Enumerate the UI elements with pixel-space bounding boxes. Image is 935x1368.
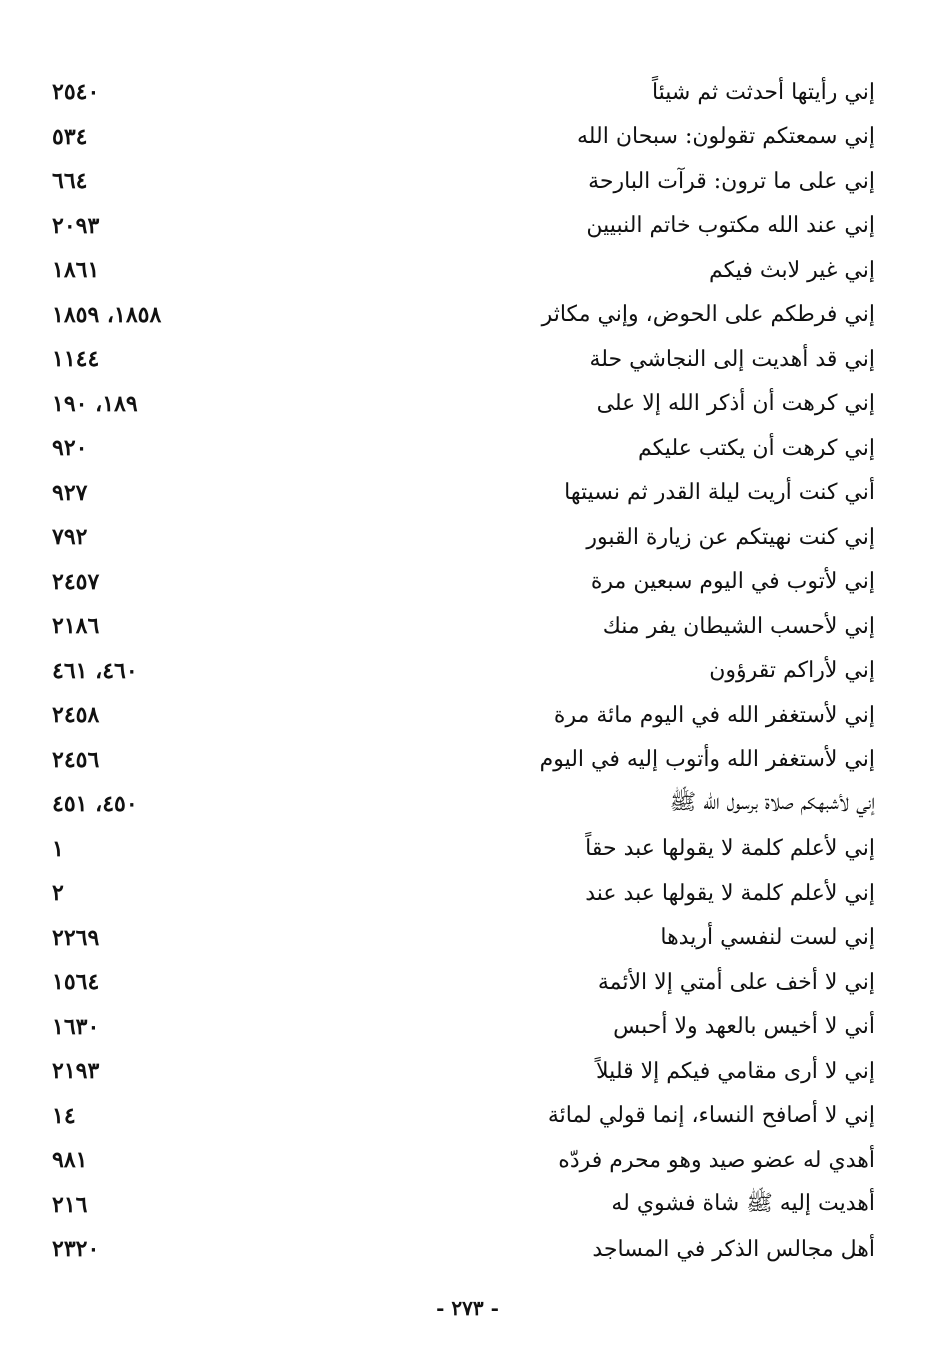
entry-reference-number: ٢٤٥٧: [52, 568, 100, 595]
entry-reference-number: ١٤: [52, 1102, 76, 1129]
entry-reference-number: ١١٤٤: [52, 346, 100, 373]
index-entry: [40, 1138, 875, 1183]
index-entry: [40, 426, 875, 471]
index-entry: [40, 70, 875, 115]
entry-hadith-text: إني لأحسب الشيطان يفر منك: [602, 613, 875, 639]
entry-hadith-text: إني غير لابث فيكم: [708, 257, 875, 283]
entry-hadith-text: أهل مجالس الذكر في المساجد: [592, 1236, 875, 1262]
index-entry: [40, 1094, 875, 1139]
index-entry: [40, 293, 875, 338]
entry-reference-number: ٩٨١: [52, 1147, 88, 1174]
entry-reference-number: ١٥٦٤: [52, 969, 100, 996]
index-entry: [40, 159, 875, 204]
index-entry: [40, 693, 875, 738]
index-entry: [40, 738, 875, 783]
entry-hadith-text: إني لأراكم تقرؤون: [709, 658, 875, 684]
entry-reference-number: ٩٢٠: [52, 435, 88, 462]
entry-reference-number: ١٨٦١: [52, 257, 100, 284]
entry-hadith-text: إني رأيتها أحدثت ثم شيئاً: [651, 79, 875, 105]
index-entry: [40, 827, 875, 872]
entry-reference-number: ٢٢٦٩: [52, 924, 100, 951]
index-entry: [40, 560, 875, 605]
entry-reference-number: ٥٣٤: [52, 123, 88, 150]
entry-hadith-text: أهديت إليه ﷺ شاة فشوي له: [611, 1190, 875, 1216]
entry-reference-number: ٤٦٠، ٤٦١: [52, 657, 138, 684]
entry-hadith-text: إني على ما ترون: قرآت البارحة: [588, 168, 875, 194]
entry-hadith-text: أني لا أخيس بالعهد ولا أحبس: [613, 1014, 875, 1040]
entry-hadith-text: إني عند الله مكتوب خاتم النبيين: [586, 213, 875, 239]
entry-reference-number: ٢: [52, 880, 64, 907]
index-entry: [40, 204, 875, 249]
entry-reference-number: ٢٤٥٨: [52, 702, 100, 729]
index-entry: [40, 782, 875, 827]
entry-hadith-text: إني فرطكم على الحوض، وإني مكاثر: [541, 302, 875, 328]
entry-reference-number: ٤٥٠، ٤٥١: [52, 791, 138, 818]
entry-hadith-text: إني سمعتكم تقولون: سبحان الله: [576, 124, 875, 150]
index-entry: [40, 916, 875, 961]
entry-hadith-text: إني لست لنفسي أريدها: [660, 925, 875, 951]
index-entry: [40, 871, 875, 916]
index-entry: [40, 471, 875, 516]
index-entry: [40, 337, 875, 382]
entry-hadith-text: أهدي له عضو صيد وهو محرم فردّه: [558, 1147, 875, 1173]
entry-hadith-text: إني كرهت أن يكتب عليكم: [638, 435, 875, 461]
entry-hadith-text: إني لأتوب في اليوم سبعين مرة: [590, 569, 875, 595]
index-entry: [40, 604, 875, 649]
hadith-index-list: [40, 70, 875, 1272]
entry-reference-number: ١٨٩، ١٩٠: [52, 390, 138, 417]
entry-reference-number: ٢١٨٦: [52, 613, 100, 640]
entry-hadith-text: إني لأعلم كلمة لا يقولها عبد عند: [585, 880, 875, 906]
entry-hadith-text: إني لأشبهكم صلاة برسول الله ﷺ: [669, 790, 875, 816]
entry-reference-number: ٢١٦: [52, 1191, 88, 1218]
entry-reference-number: ٩٢٧: [52, 479, 88, 506]
index-entry: [40, 1049, 875, 1094]
index-entry: [40, 248, 875, 293]
entry-reference-number: ١٦٣٠: [52, 1013, 100, 1040]
index-entry: [40, 515, 875, 560]
entry-hadith-text: إني قد أهديت إلى النجاشي حلة: [589, 346, 875, 372]
index-entry: [40, 1227, 875, 1272]
index-entry: [40, 960, 875, 1005]
entry-hadith-text: إني لأستغفر الله وأتوب إليه في اليوم: [539, 747, 875, 773]
entry-hadith-text: إني كرهت أن أذكر الله إلا على: [596, 391, 875, 417]
entry-reference-number: ١: [52, 835, 64, 862]
entry-reference-number: ٦٦٤: [52, 168, 88, 195]
index-entry: [40, 649, 875, 694]
entry-reference-number: ٢٠٩٣: [52, 212, 100, 239]
entry-reference-number: ٢١٩٣: [52, 1058, 100, 1085]
index-entry: [40, 115, 875, 160]
entry-hadith-text: إني كنت نهيتكم عن زيارة القبور: [586, 524, 875, 550]
index-entry: [40, 1183, 875, 1228]
index-entry: [40, 382, 875, 427]
index-entry: [40, 1005, 875, 1050]
entry-reference-number: ٢٣٢٠: [52, 1236, 100, 1263]
entry-hadith-text: إني لأستغفر الله في اليوم مائة مرة: [553, 702, 875, 728]
entry-hadith-text: إني لا أخف على أمتي إلا الأئمة: [597, 969, 875, 995]
entry-hadith-text: إني لأعلم كلمة لا يقولها عبد حقاً: [585, 836, 875, 862]
entry-hadith-text: إني لا أصافح النساء، إنما قولي لمائة: [547, 1103, 875, 1129]
entry-reference-number: ٧٩٢: [52, 524, 88, 551]
entry-hadith-text: أني كنت أريت ليلة القدر ثم نسيتها: [564, 480, 875, 506]
entry-reference-number: ٢٥٤٠: [52, 79, 100, 106]
entry-reference-number: ٢٤٥٦: [52, 746, 100, 773]
page-number: - ٢٧٣ -: [436, 1296, 499, 1320]
entry-reference-number: ١٨٥٨، ١٨٥٩: [52, 301, 162, 328]
entry-hadith-text: إني لا أرى مقامي فيكم إلا قليلاً: [596, 1058, 875, 1084]
